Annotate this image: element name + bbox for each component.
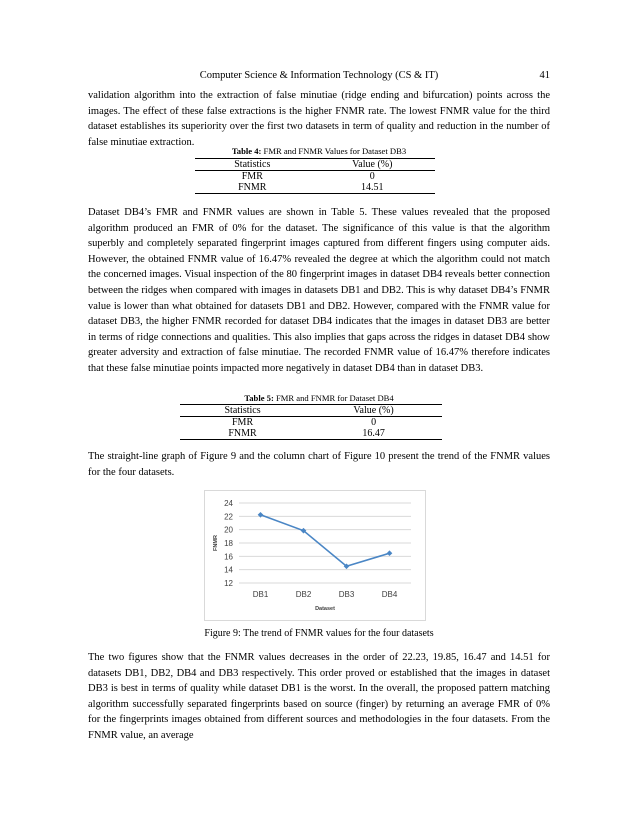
y-tick-label: 16: [224, 552, 233, 562]
table5-cell: FNMR: [180, 428, 305, 440]
table5-cell: FMR: [232, 417, 254, 428]
data-point: [387, 550, 393, 556]
figure-caption: Figure 9: The trend of FNMR values for the four datasets: [204, 628, 434, 639]
x-tick-label: DB4: [381, 590, 398, 599]
paragraph-3: The straight-line graph of Figure 9 and the column chart of Figure 10 present the trend of the FNMR values for the four datasets.: [88, 451, 550, 478]
series-line: [261, 515, 390, 566]
y-axis-label: FNMR: [213, 535, 219, 551]
table4-cell: FMR: [241, 171, 263, 182]
x-axis-label: Dataset: [315, 606, 335, 612]
table5-cell: 16.47: [305, 428, 442, 440]
journal-title: Computer Science & Information Technology (CS & IT): [199, 70, 439, 81]
table5-header-statistics: Statistics: [180, 405, 305, 417]
paragraph-1: validation algorithm into the extraction of false minutiae (ridge ending and bifurcation) points across the images. The effect of these false extractions is the higher FNMR rate. The lowest FNMR value for the third dataset establishes its superiority over the first two datasets in term of quality and reduction in the number of false minutiae extraction.: [88, 90, 550, 148]
y-tick-label: 14: [224, 565, 233, 575]
table-row: [180, 428, 442, 440]
page-number: 41: [539, 70, 550, 81]
table5-caption-label: Table 5:: [244, 393, 274, 403]
y-tick-label: 18: [224, 539, 233, 548]
y-tick-label: 20: [224, 525, 233, 535]
table5-cell: 0: [371, 417, 377, 428]
x-tick-label: DB2: [295, 590, 312, 599]
table4-cell: FNMR: [195, 182, 310, 194]
table5-header-value: Value (%): [305, 405, 442, 417]
y-tick-label: 22: [224, 512, 233, 522]
table4-caption-text: FMR and FNMR Values for Dataset DB3: [261, 146, 407, 156]
paragraph-4: The two figures show that the FNMR values decreases in the order of 22.23, 19.85, 16.47 and 14.51 for datasets DB1, DB2, DB4 and DB3 respectively. This order proved or established that the images in dataset DB3 is best in terms of quality while dataset DB1 is the worst. In the overall, the proposed pattern matching algorithm successfully separated fingerprints based on source (finger) by returning an average FMR of 0% for the fingerprints images obtained from different sources and methodologies in the four datasets. From the FNMR value, an average: [88, 652, 550, 741]
table-row: [195, 171, 435, 183]
paragraph-2: Dataset DB4’s FMR and FNMR values are shown in Table 5. These values revealed that the proposed algorithm produced an FMR of 0% for the dataset. The significance of this value is that the algorithm superbly and completely separated fingerprint images captured from different fingers using computer aids. However, the obtained FNMR value of 16.47% revealed the degree at which the algorithm could not match the concerned images. Visual inspection of the 80 fingerprint images in dataset DB4 reveals better connection between the ridges when compared with images in datasets DB1 and DB2. This is why dataset DB4’s FNMR value is lower than what obtained for datasets DB1 and DB2. However, compared with the FNMR value for dataset DB3, the higher FNMR recorded for dataset DB4 indicates that the images in dataset DB3 are better in terms of ridge connections and qualities. This also implies that gaps across the ridges in dataset DB4 show greater adversity and extraction of false minutiae. The recorded FNMR value of 16.47% therefore indicates that these false minutiae points impacted more negatively in dataset DB4 than in dataset DB3.: [88, 207, 550, 374]
table4-cell: 14.51: [310, 182, 435, 194]
table4-header-value: Value (%): [310, 159, 435, 171]
x-tick-label: DB1: [252, 590, 269, 599]
table5-caption: [200, 393, 438, 404]
table-row: [180, 417, 442, 429]
table4-caption-label: Table 4:: [231, 146, 262, 156]
y-tick-label: 24: [224, 499, 233, 508]
table5-caption-text: FMR and FNMR for Dataset DB4: [273, 393, 394, 403]
fnmr-line-chart: [204, 490, 426, 621]
table4-cell: 0: [369, 171, 375, 182]
table-row: [195, 182, 435, 194]
chart-svg: [205, 491, 425, 620]
table4-header-statistics: Statistics: [195, 159, 310, 171]
table4-caption: [200, 146, 438, 157]
table-5: [180, 404, 442, 440]
y-tick-label: 12: [224, 579, 233, 588]
x-tick-label: DB3: [338, 590, 355, 599]
table-4: [195, 158, 435, 194]
